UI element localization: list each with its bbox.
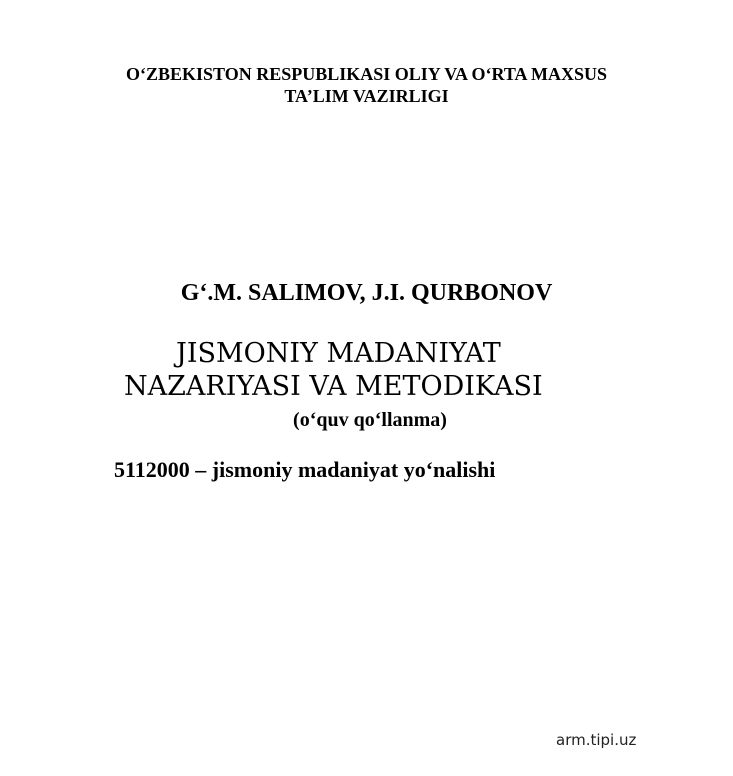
authors: G‘.M. SALIMOV, J.I. QURBONOV: [180, 280, 553, 306]
book-title-line-2: NAZARIYASI VA METODIKASI: [124, 371, 543, 402]
ministry-name-line-1: O‘ZBEKISTON RESPUBLIKASI OLIY VA O‘RTA MAXSUS: [126, 64, 607, 84]
book-title-line-1: JISMONIY MADANIYAT: [176, 338, 501, 369]
source-watermark: arm.tipi.uz: [556, 731, 637, 749]
book-subtitle: (o‘quv qo‘llanma): [293, 409, 447, 431]
ministry-name-line-2: TA’LIM VAZIRLIGI: [284, 86, 449, 106]
study-direction: 5112000 – jismoniy madaniyat yo‘nalishi: [114, 457, 496, 482]
